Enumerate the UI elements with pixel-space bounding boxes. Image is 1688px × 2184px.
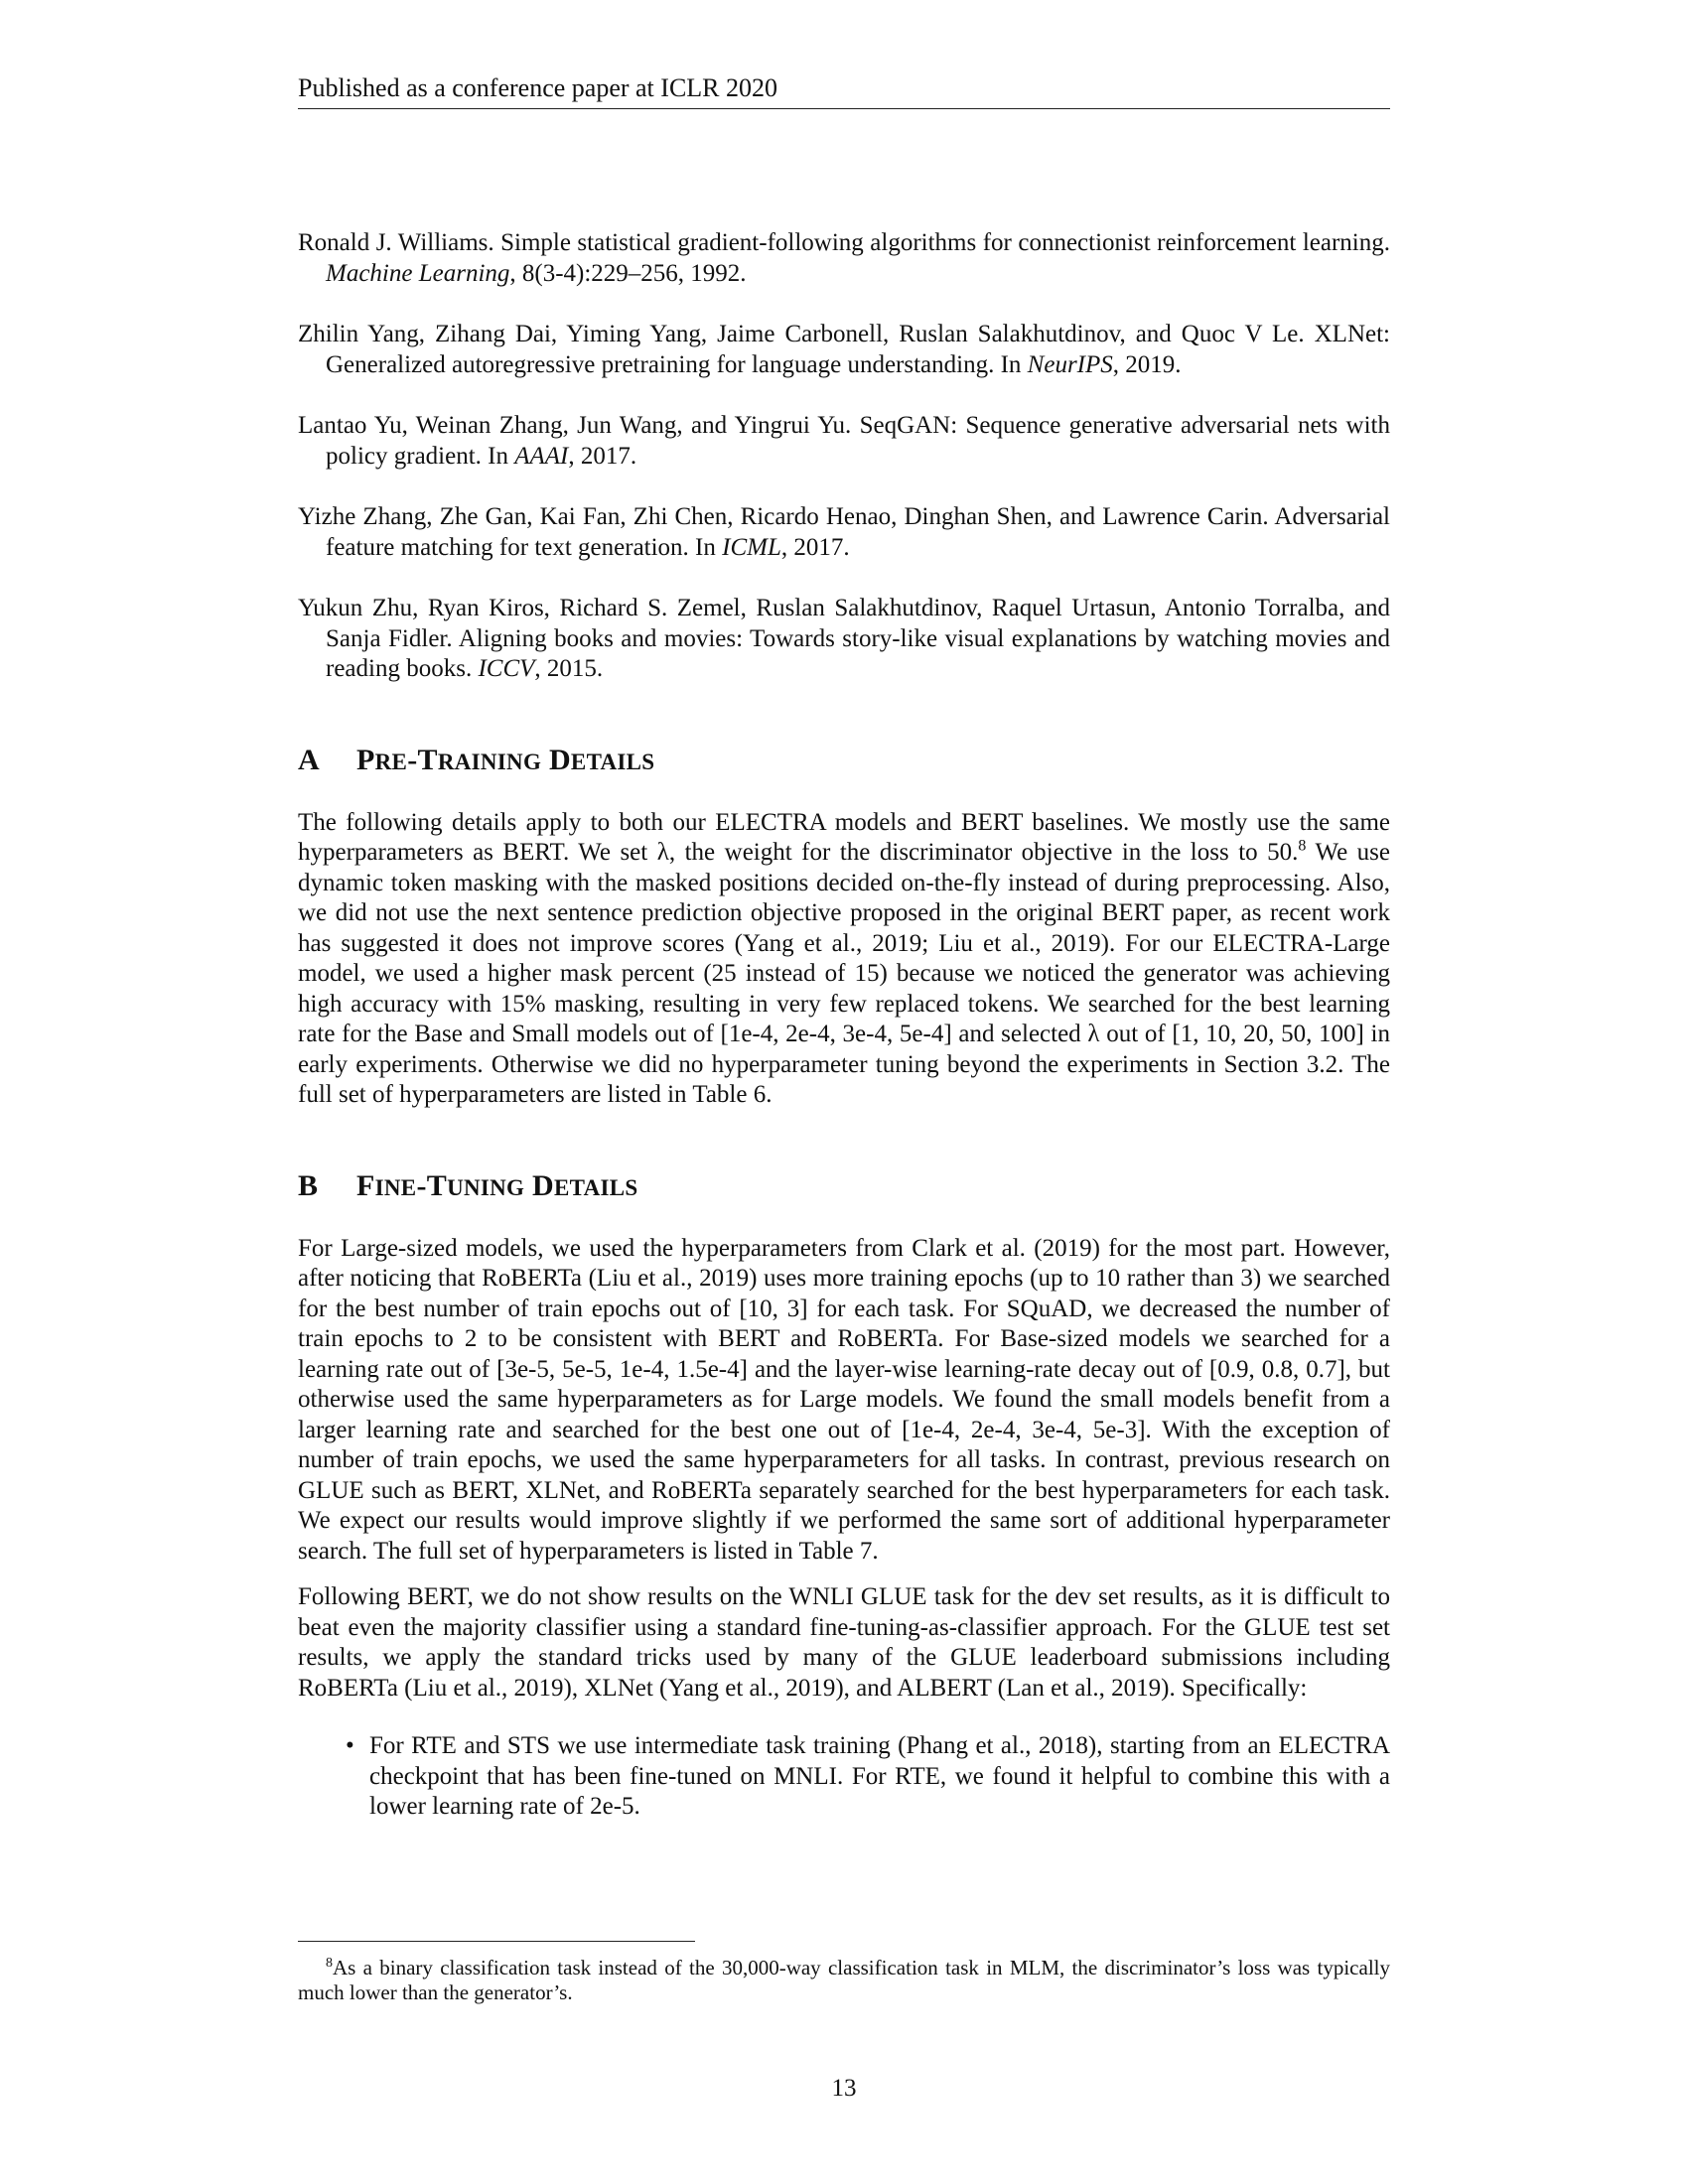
footnote-mark: 8: [1298, 837, 1307, 855]
bullet-icon: •: [346, 1732, 354, 1759]
reference-entry: Lantao Yu, Weinan Zhang, Jun Wang, and Yingrui Yu. SeqGAN: Sequence generative adversarial nets with policy gradient. In AAAI, 2017.: [298, 412, 1390, 470]
page-number: 13: [831, 2075, 857, 2102]
reference-venue: AAAI: [514, 442, 569, 470]
section-number: B: [298, 1168, 319, 1202]
section-a-heading: A PRE-TRAINING DETAILS: [298, 743, 655, 776]
section-number: A: [298, 743, 320, 776]
reference-venue: ICCV: [478, 655, 535, 682]
reference-entry: Yizhe Zhang, Zhe Gan, Kai Fan, Zhi Chen, Ricardo Henao, Dinghan Shen, and Lawrence Carin. Adversarial feature matching for text generation. In ICML, 2017.: [298, 503, 1390, 561]
section-b-paragraph: For Large-sized models, we used the hyperparameters from Clark et al. (2019) for the most part. However, after noticing that RoBERTa (Liu et al., 2019) uses more training epochs (up to 10 rather than 3) we searched for the best number of train epochs out of [10, 3] for each task. For SQuAD, we decreased the number of train epochs to 2 to be consistent with BERT and RoBERTa. For Base-sized models we searched for a learning rate out of [3e-5, 5e-5, 1e-4, 1.5e-4] and the layer-wise learning-rate decay out of [0.9, 0.8, 0.7], but otherwise used the same hyperparameters as for Large models. We found the small models benefit from a larger learning rate and searched for the best one out of [1e-4, 2e-4, 3e-4, 5e-3]. With the exception of number of train epochs, we used the same hyperparameters for all tasks. In contrast, previous research on GLUE such as BERT, XLNet, and RoBERTa separately searched for the best hyperparameters for each task. We expect our results would improve slightly if we performed the same sort of additional hyperparameter search. The full set of hyperparameters is listed in Table 7.: [298, 1234, 1390, 1565]
section-b-heading: B FINE-TUNING DETAILS: [298, 1168, 638, 1202]
footnote-divider: [298, 1941, 695, 1942]
section-a-paragraph: The following details apply to both our ELECTRA models and BERT baselines. We mostly use the same hyperparameters as BERT. We set λ, the weight for the discriminator objective in the loss to 50.$^8$ We use dynamic token masking with the masked positions decided on-the-fly instead of during preprocessing. Also, we did not use the next sentence prediction objective proposed in the original BERT paper, as recent work has suggested it does not improve scores (Yang et al., 2019; Liu et al., 2019). For our ELECTRA-Large model, we used a higher mask percent (25 instead of 15) because we noticed the generator was achieving high accuracy with 15% masking, resulting in very few replaced tokens. We searched for the best learning rate for the Base and Small models out of [1e-4, 2e-4, 3e-4, 5e-4] and selected λ out of [1, 10, 20, 50, 100] in early experiments. Otherwise we did no hyperparameter tuning beyond the experiments in Section 3.2. The full set of hyperparameters are listed in Table 6.: [298, 808, 1390, 1108]
reference-entry: Yukun Zhu, Ryan Kiros, Richard S. Zemel, Ruslan Salakhutdinov, Raquel Urtasun, Antonio Torralba, and Sanja Fidler. Aligning books and movies: Towards story-like visual explanations by watching movies and reading books. ICCV, 2015.: [298, 595, 1390, 682]
reference-venue: Machine Learning: [326, 259, 510, 287]
reference-venue: ICML: [722, 533, 781, 561]
reference-entry: Ronald J. Williams. Simple statistical gradient-following algorithms for connectionist reinforcement learning. Machine Learning, 8(3-4):229–256, 1992.: [298, 229, 1390, 287]
footnote-mark: 8: [326, 1956, 333, 1971]
reference-venue: NeurIPS: [1027, 350, 1113, 378]
bullet-list: [298, 1731, 1390, 1823]
bullet-item: • For RTE and STS we use intermediate task training (Phang et al., 2018), starting from an ELECTRA checkpoint that has been fine-tuned on MNLI. For RTE, we found it helpful to combine this with a lower learning rate of 2e-5.: [346, 1732, 1390, 1820]
reference-list: [298, 228, 1390, 685]
main-content: [298, 228, 1390, 1823]
reference-entry: Zhilin Yang, Zihang Dai, Yiming Yang, Jaime Carbonell, Ruslan Salakhutdinov, and Quoc V Le. XLNet: Generalized autoregressive pretraining for language understanding. In NeurIPS, 2019.: [298, 321, 1390, 378]
section-b-paragraph: Following BERT, we do not show results on the WNLI GLUE task for the dev set results, as it is difficult to beat even the majority classifier using a standard fine-tuning-as-classifier approach. For the GLUE test set results, we apply the standard tricks used by many of the GLUE leaderboard submissions including RoBERTa (Liu et al., 2019), XLNet (Yang et al., 2019), and ALBERT (Lan et al., 2019). Specifically:: [298, 1583, 1390, 1702]
footnote: $^8$As a binary classification task instead of the 30,000-way classification task in MLM, the discriminator’s loss was typically much lower than the generator’s.: [298, 1956, 1390, 2004]
running-header: Published as a conference paper at ICLR 2020: [298, 73, 1390, 109]
